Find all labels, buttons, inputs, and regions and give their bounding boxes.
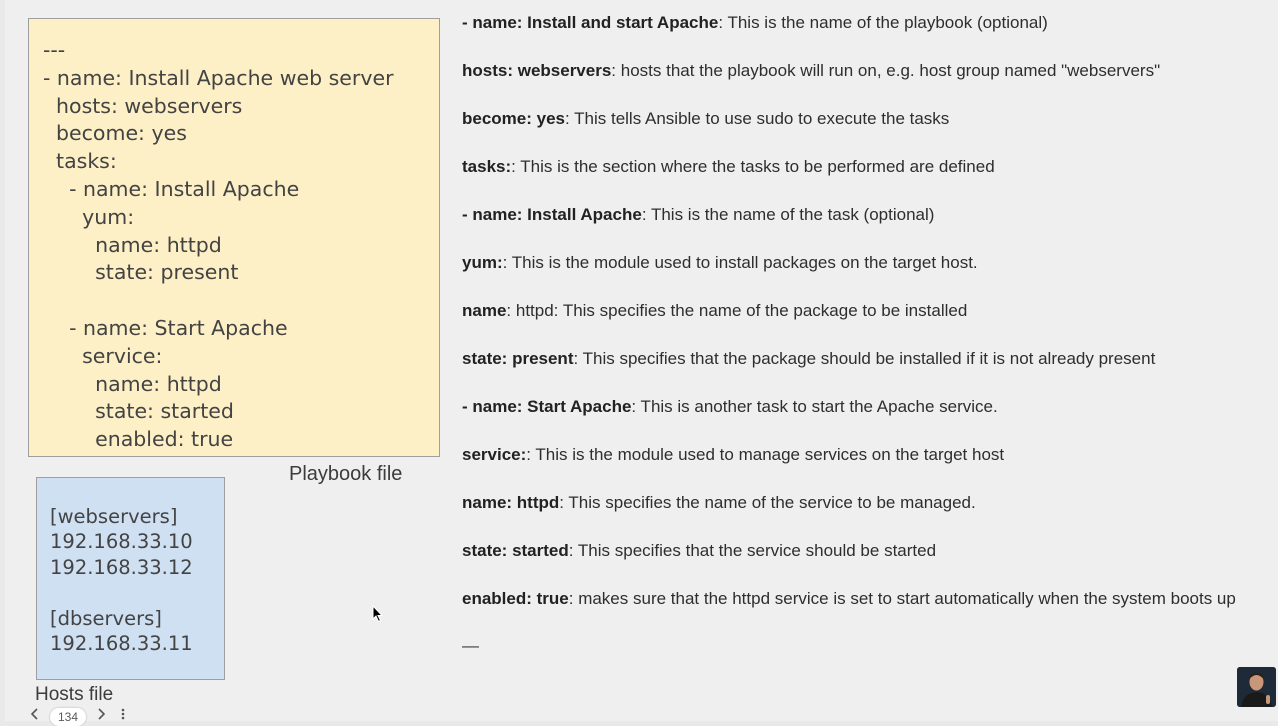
explanation-desc: : This tells Ansible to use sudo to execute the tasks <box>565 109 950 128</box>
explanation-desc: : This specifies that the service should be started <box>568 541 937 560</box>
explanation-key: yum: <box>462 253 503 272</box>
explanation-desc: : httpd: This specifies the name of the package to be installed <box>506 301 968 320</box>
trailing-dash: — <box>462 636 479 655</box>
explanation-key: service: <box>462 445 527 464</box>
explanation-line <box>462 588 1277 636</box>
hosts-box <box>36 477 225 680</box>
explanation-key: enabled: true <box>462 589 569 608</box>
explanation-desc: : This is the module used to manage services on the target host <box>526 445 1005 464</box>
presenter-avatar <box>1237 667 1276 707</box>
explanation-desc: : This is the section where the tasks to be performed are defined <box>511 157 995 176</box>
explanation-desc: : hosts that the playbook will run on, e.g. host group named "webservers" <box>611 61 1161 80</box>
explanation-key: - name: Start Apache <box>462 397 632 416</box>
chevron-left-icon[interactable] <box>28 708 42 722</box>
more-vertical-icon[interactable] <box>116 708 130 722</box>
explanation-key: hosts: webservers <box>462 61 612 80</box>
explanation-key: tasks: <box>462 157 512 176</box>
hosts-text: [webservers] 192.168.33.10 192.168.33.12 [dbservers] 192.168.33.11 <box>50 505 193 656</box>
explanation-desc: : makes sure that the httpd service is set to start automatically when the system boots up <box>568 589 1236 608</box>
explanation-line <box>462 60 1277 108</box>
explanation-line <box>462 540 1277 588</box>
explanation-desc: : This is another task to start the Apache service. <box>631 397 998 416</box>
explanation-key: state: present <box>462 349 574 368</box>
explanation-line <box>462 492 1277 540</box>
explanation-key: state: started <box>462 541 569 560</box>
explanation-line <box>462 204 1277 252</box>
explanation-desc: : This specifies that the package should be installed if it is not already present <box>573 349 1156 368</box>
explanation-line <box>462 444 1277 492</box>
explanation-key: - name: Install Apache <box>462 205 642 224</box>
explanation-line <box>462 300 1277 348</box>
explanation-line <box>462 156 1277 204</box>
explanation-list <box>462 12 1277 636</box>
page-navigator <box>28 708 130 722</box>
explanation-key: - name: Install and start Apache <box>462 13 719 32</box>
explanation-desc: : This specifies the name of the service to be managed. <box>559 493 976 512</box>
chevron-right-icon[interactable] <box>94 708 108 722</box>
mouse-cursor-icon <box>372 605 384 623</box>
explanation-desc: : This is the name of the playbook (optional) <box>718 13 1048 32</box>
explanation-key: name: httpd <box>462 493 560 512</box>
hosts-caption: Hosts file <box>35 684 114 705</box>
playbook-code: --- - name: Install Apache web server hosts: webservers become: yes tasks: - name: Install Apache yum: name: httpd state: present - name: Start Apache service: name: httpd state: started enabled: true <box>43 38 394 452</box>
explanation-desc: : This is the module used to install packages on the target host. <box>502 253 978 272</box>
slide <box>5 0 1278 721</box>
explanation-line <box>462 348 1277 396</box>
explanation-line <box>462 108 1277 156</box>
playbook-box <box>28 18 440 457</box>
page-number[interactable]: 134 <box>50 708 86 726</box>
explanation-key: name <box>462 301 507 320</box>
explanation-line <box>462 252 1277 300</box>
explanation-line <box>462 12 1277 60</box>
explanation-key: become: yes <box>462 109 565 128</box>
explanation-line <box>462 396 1277 444</box>
explanation-desc: : This is the name of the task (optional) <box>641 205 935 224</box>
playbook-caption: Playbook file <box>289 463 403 485</box>
